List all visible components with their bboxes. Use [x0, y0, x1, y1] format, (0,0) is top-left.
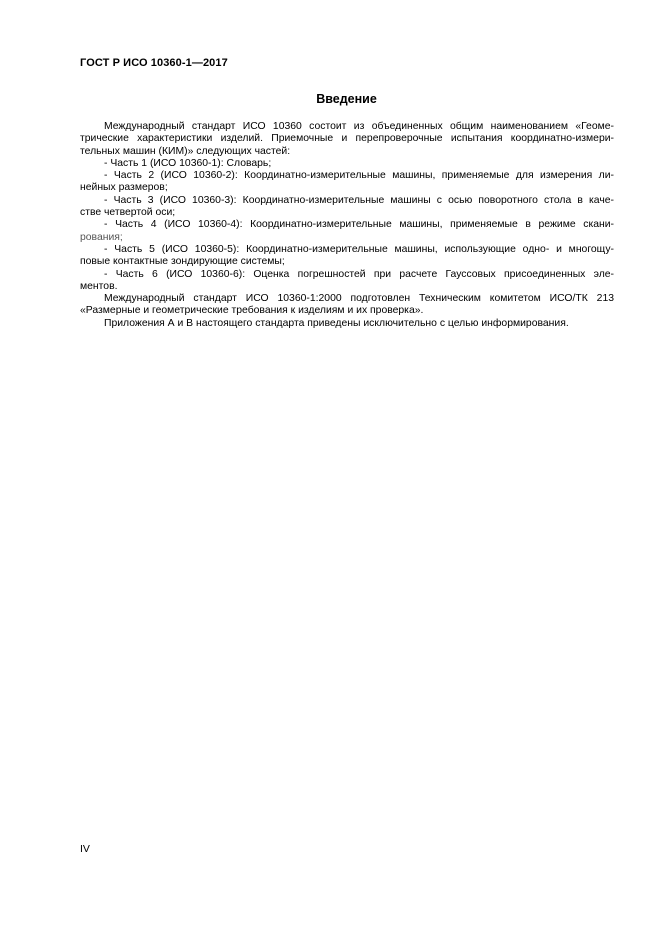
list-item-part-2: - Часть 2 (ИСО 10360-2): Координатно-измерительные машины, применяемые для измерения ли-	[104, 170, 614, 182]
text-line: нейных размеров;	[80, 182, 168, 194]
text-line: рования;	[80, 231, 123, 243]
page-number: IV	[80, 843, 90, 855]
text-line: «Размерные и геометрические требования к изделиям и их проверка».	[80, 305, 424, 317]
text-line: трические характеристики изделий. Приемочные и перепроверочные испытания координатно-измери-	[80, 133, 614, 145]
text-line: Международный стандарт ИСО 10360 состоит из объединенных общим наименованием «Геоме-	[104, 121, 614, 132]
text-line: Приложения А и В настоящего стандарта приведены исключительно с целью информирования.	[104, 317, 569, 329]
list-item-part-5: - Часть 5 (ИСО 10360-5): Координатно-измерительные машины, использующие одно- и многощу-	[104, 243, 614, 255]
list-item-part-6: - Часть 6 (ИСО 10360-6): Оценка погрешностей при расчете Гауссовых присоединенных эле-	[104, 268, 614, 280]
introduction-body	[80, 121, 614, 330]
text-line: Международный стандарт ИСО 10360-1:2000 подготовлен Техническим комитетом ИСО/ТК 213	[104, 293, 614, 305]
list-item-part-1: - Часть 1 (ИСО 10360-1): Словарь;	[104, 157, 272, 169]
list-item-part-3: - Часть 3 (ИСО 10360-3): Координатно-измерительные машины с осью поворотного стола в каче-	[104, 194, 614, 206]
section-title: Введение	[316, 92, 377, 106]
text-line: ментов.	[80, 280, 118, 292]
text-line: тельных машин (КИМ)» следующих частей:	[80, 145, 291, 157]
list-item-part-4: - Часть 4 (ИСО 10360-4): Координатно-измерительные машины, применяемые в режиме скани-	[104, 219, 614, 231]
text-line: повые контактные зондирующие системы;	[80, 256, 285, 268]
text-line: стве четвертой оси;	[80, 207, 176, 219]
document-code-header: ГОСТ Р ИСО 10360-1—2017	[80, 57, 228, 69]
